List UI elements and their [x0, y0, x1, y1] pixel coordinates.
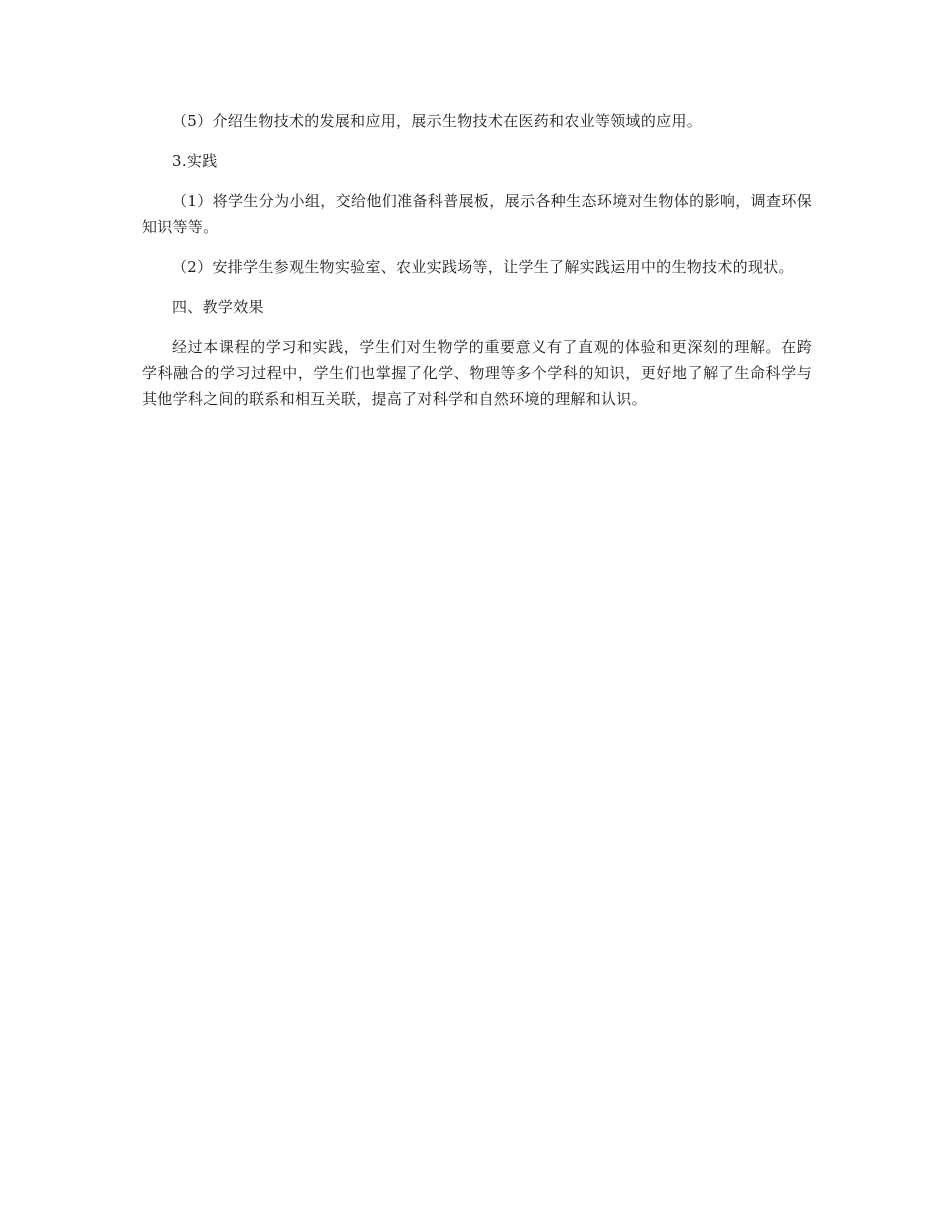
section-heading-teaching-effect: 四、教学效果 — [172, 298, 264, 316]
section-heading-practice: 3.实践 — [172, 152, 218, 170]
paragraph-biotech-intro: （5）介绍生物技术的发展和应用，展示生物技术在医药和农业等领域的应用。 — [172, 112, 703, 130]
paragraph-practice-1: （1）将学生分为小组，交给他们准备科普展板，展示各种生态环境对生物体的影响，调查环保知识等等。 — [142, 192, 812, 236]
document-page — [142, 108, 812, 426]
paragraph-practice-2: （2）安排学生参观生物实验室、农业实践场等，让学生了解实践运用中的生物技术的现状。 — [172, 258, 794, 276]
paragraph-teaching-effect: 经过本课程的学习和实践，学生们对生物学的重要意义有了直观的体验和更深刻的理解。在跨学科融合的学习过程中，学生们也掌握了化学、物理等多个学科的知识，更好地了解了生命科学与其他学科之间的联系和相互关联，提高了对科学和自然环境的理解和认识。 — [142, 338, 812, 408]
